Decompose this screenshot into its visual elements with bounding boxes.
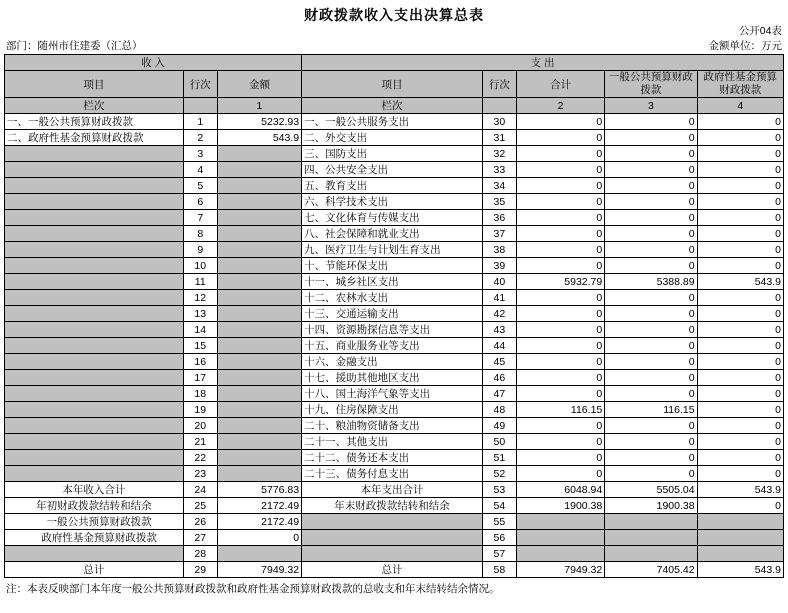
income-line-header: 行次 — [183, 71, 217, 98]
income-line-cell: 17 — [183, 370, 217, 386]
table-row — [5, 322, 784, 338]
income-amount-cell — [217, 274, 301, 290]
income-group-header: 收 入 — [5, 55, 302, 71]
income-amount-cell: 2172.49 — [217, 514, 301, 530]
table-summary-row — [5, 482, 784, 498]
expense-item-cell: 二十、粮油物资储备支出 — [302, 418, 483, 434]
expense-fund-header: 政府性基金预算财政拨款 — [697, 71, 783, 98]
income-amount-cell — [217, 290, 301, 306]
income-line-cell: 2 — [183, 130, 217, 146]
expense-line-cell: 32 — [482, 146, 516, 162]
income-line-cell: 23 — [183, 466, 217, 482]
income-item-cell — [5, 450, 184, 466]
expense-total-cell: 0 — [516, 322, 604, 338]
expense-line-cell: 41 — [482, 290, 516, 306]
expense-fund-cell: 0 — [697, 194, 783, 210]
income-line-cell: 29 — [183, 562, 217, 578]
expense-total-cell: 0 — [516, 306, 604, 322]
expense-line-cell: 46 — [482, 370, 516, 386]
expense-general-cell: 0 — [605, 194, 697, 210]
income-line-cell: 12 — [183, 290, 217, 306]
income-item-header: 项目 — [5, 71, 184, 98]
income-item-cell — [5, 338, 184, 354]
expense-general-cell: 0 — [605, 386, 697, 402]
expense-total-cell: 0 — [516, 370, 604, 386]
expense-item-cell — [302, 546, 483, 562]
expense-line-cell: 55 — [482, 514, 516, 530]
expense-line-cell: 30 — [482, 114, 516, 130]
table-row — [5, 274, 784, 290]
table-group-header-row — [5, 55, 784, 71]
income-item-cell: 年初财政拨款结转和结余 — [5, 498, 184, 514]
expense-line-cell: 44 — [482, 338, 516, 354]
income-amount-cell — [217, 418, 301, 434]
expense-general-cell: 0 — [605, 146, 697, 162]
expense-fund-cell: 0 — [697, 402, 783, 418]
expense-total-header: 合计 — [516, 71, 604, 98]
expense-line-blank — [482, 98, 516, 114]
expense-total-cell: 0 — [516, 114, 604, 130]
expense-fund-cell: 0 — [697, 178, 783, 194]
expense-item-cell: 七、文化体育与传媒支出 — [302, 210, 483, 226]
expense-line-header: 行次 — [482, 71, 516, 98]
unit-label: 金额单位：万元 — [708, 40, 782, 52]
income-line-cell: 21 — [183, 434, 217, 450]
expense-general-cell: 0 — [605, 178, 697, 194]
income-item-cell: 一、一般公共预算财政拨款 — [5, 114, 184, 130]
expense-line-cell: 34 — [482, 178, 516, 194]
expense-item-cell — [302, 514, 483, 530]
expense-item-cell: 十五、商业服务业等支出 — [302, 338, 483, 354]
expense-fund-cell — [697, 530, 783, 546]
expense-line-cell: 47 — [482, 386, 516, 402]
expense-total-cell: 7949.32 — [516, 562, 604, 578]
income-amount-cell — [217, 210, 301, 226]
income-line-cell: 7 — [183, 210, 217, 226]
income-amount-cell — [217, 338, 301, 354]
table-row — [5, 130, 784, 146]
table-row — [5, 338, 784, 354]
income-item-cell — [5, 354, 184, 370]
expense-item-cell: 二十一、其他支出 — [302, 434, 483, 450]
expense-fund-cell: 0 — [697, 466, 783, 482]
income-line-cell: 14 — [183, 322, 217, 338]
table-summary-row — [5, 514, 784, 530]
expense-general-cell: 0 — [605, 370, 697, 386]
income-amount-cell — [217, 178, 301, 194]
income-amount-cell — [217, 434, 301, 450]
column-no-2: 2 — [516, 98, 604, 114]
income-item-cell — [5, 162, 184, 178]
expense-item-cell: 九、医疗卫生与计划生育支出 — [302, 242, 483, 258]
meta-row — [0, 38, 788, 54]
income-line-cell: 8 — [183, 226, 217, 242]
expense-line-cell: 54 — [482, 498, 516, 514]
income-item-cell — [5, 370, 184, 386]
income-line-cell: 26 — [183, 514, 217, 530]
expense-general-cell: 0 — [605, 306, 697, 322]
expense-fund-cell: 0 — [697, 450, 783, 466]
expense-fund-cell: 0 — [697, 258, 783, 274]
expense-line-cell: 43 — [482, 322, 516, 338]
income-item-cell: 本年收入合计 — [5, 482, 184, 498]
income-amount-cell — [217, 194, 301, 210]
expense-line-cell: 51 — [482, 450, 516, 466]
expense-line-cell: 31 — [482, 130, 516, 146]
expense-line-cell: 38 — [482, 242, 516, 258]
income-amount-cell — [217, 402, 301, 418]
income-item-cell — [5, 306, 184, 322]
expense-item-header: 项目 — [302, 71, 483, 98]
expense-general-cell: 5388.89 — [605, 274, 697, 290]
table-row — [5, 226, 784, 242]
income-amount-header: 金额 — [217, 71, 301, 98]
table-row — [5, 386, 784, 402]
income-line-cell: 13 — [183, 306, 217, 322]
expense-total-cell: 0 — [516, 466, 604, 482]
table-row — [5, 434, 784, 450]
income-amount-cell — [217, 466, 301, 482]
income-line-cell: 1 — [183, 114, 217, 130]
expense-general-cell: 0 — [605, 338, 697, 354]
expense-general-cell — [605, 514, 697, 530]
expense-total-cell: 0 — [516, 178, 604, 194]
expense-fund-cell: 0 — [697, 434, 783, 450]
expense-fund-cell — [697, 546, 783, 562]
expense-line-cell: 45 — [482, 354, 516, 370]
expense-line-cell: 39 — [482, 258, 516, 274]
expense-total-cell: 0 — [516, 194, 604, 210]
income-item-cell — [5, 402, 184, 418]
expense-fund-cell: 0 — [697, 130, 783, 146]
expense-item-cell: 十九、住房保障支出 — [302, 402, 483, 418]
expense-general-cell: 0 — [605, 258, 697, 274]
income-item-cell: 政府性基金预算财政拨款 — [5, 530, 184, 546]
income-line-cell: 18 — [183, 386, 217, 402]
expense-fund-cell: 543.9 — [697, 562, 783, 578]
expense-total-cell: 0 — [516, 210, 604, 226]
income-item-cell — [5, 258, 184, 274]
expense-line-cell: 58 — [482, 562, 516, 578]
expense-fund-cell: 0 — [697, 306, 783, 322]
expense-total-cell: 0 — [516, 434, 604, 450]
expense-fund-cell: 0 — [697, 146, 783, 162]
expense-general-cell: 116.15 — [605, 402, 697, 418]
income-amount-cell — [217, 546, 301, 562]
expense-general-cell: 0 — [605, 114, 697, 130]
table-row — [5, 194, 784, 210]
income-line-cell: 11 — [183, 274, 217, 290]
expense-item-cell: 十六、金融支出 — [302, 354, 483, 370]
expense-item-cell: 八、社会保障和就业支出 — [302, 226, 483, 242]
expense-general-cell: 0 — [605, 130, 697, 146]
expense-total-cell: 1900.38 — [516, 498, 604, 514]
table-summary-row — [5, 546, 784, 562]
expense-line-cell: 49 — [482, 418, 516, 434]
table-row — [5, 290, 784, 306]
expense-general-cell: 0 — [605, 210, 697, 226]
expense-line-cell: 48 — [482, 402, 516, 418]
table-row — [5, 146, 784, 162]
expense-fund-cell: 0 — [697, 210, 783, 226]
income-item-cell — [5, 210, 184, 226]
expense-column-label: 栏次 — [302, 98, 483, 114]
expense-fund-cell: 0 — [697, 162, 783, 178]
expense-item-cell: 十八、国土海洋气象等支出 — [302, 386, 483, 402]
expense-general-cell: 0 — [605, 354, 697, 370]
expense-total-cell: 0 — [516, 418, 604, 434]
income-amount-cell — [217, 226, 301, 242]
income-line-cell: 15 — [183, 338, 217, 354]
expense-item-cell: 年末财政拨款结转和结余 — [302, 498, 483, 514]
table-row — [5, 114, 784, 130]
expense-line-cell: 40 — [482, 274, 516, 290]
expense-total-cell: 0 — [516, 162, 604, 178]
expense-item-cell: 总计 — [302, 562, 483, 578]
table-row — [5, 242, 784, 258]
expense-general-cell: 0 — [605, 450, 697, 466]
table-summary-row — [5, 530, 784, 546]
expense-general-cell: 0 — [605, 466, 697, 482]
expense-fund-cell: 0 — [697, 322, 783, 338]
income-amount-cell — [217, 162, 301, 178]
income-item-cell — [5, 178, 184, 194]
expense-general-cell: 0 — [605, 290, 697, 306]
expense-fund-cell: 0 — [697, 354, 783, 370]
income-line-cell: 10 — [183, 258, 217, 274]
income-item-cell — [5, 546, 184, 562]
expense-item-cell: 十一、城乡社区支出 — [302, 274, 483, 290]
expense-total-cell: 0 — [516, 226, 604, 242]
expense-total-cell: 0 — [516, 258, 604, 274]
table-row — [5, 370, 784, 386]
table-column-number-row — [5, 98, 784, 114]
expense-total-cell: 0 — [516, 242, 604, 258]
income-item-cell — [5, 146, 184, 162]
income-item-cell — [5, 226, 184, 242]
department-label: 部门：随州市住建委（汇总） — [6, 40, 143, 52]
expense-total-cell — [516, 546, 604, 562]
table-row — [5, 210, 784, 226]
expense-fund-cell: 0 — [697, 226, 783, 242]
income-amount-cell — [217, 306, 301, 322]
table-row — [5, 354, 784, 370]
income-column-label: 栏次 — [5, 98, 184, 114]
income-item-cell — [5, 274, 184, 290]
expense-item-cell: 本年支出合计 — [302, 482, 483, 498]
income-line-cell: 6 — [183, 194, 217, 210]
income-line-cell: 5 — [183, 178, 217, 194]
expense-fund-cell: 543.9 — [697, 482, 783, 498]
income-item-cell — [5, 242, 184, 258]
expense-line-cell: 36 — [482, 210, 516, 226]
income-line-cell: 25 — [183, 498, 217, 514]
expense-general-cell — [605, 530, 697, 546]
table-row — [5, 450, 784, 466]
expense-general-cell: 0 — [605, 162, 697, 178]
expense-general-cell: 7405.42 — [605, 562, 697, 578]
expense-line-cell: 53 — [482, 482, 516, 498]
expense-total-cell — [516, 530, 604, 546]
expense-general-cell: 0 — [605, 418, 697, 434]
expense-general-cell — [605, 546, 697, 562]
income-item-cell — [5, 466, 184, 482]
expense-general-cell: 0 — [605, 226, 697, 242]
column-no-3: 3 — [605, 98, 697, 114]
expense-item-cell: 十七、援助其他地区支出 — [302, 370, 483, 386]
expense-total-cell: 0 — [516, 130, 604, 146]
table-note: 注：本表反映部门本年度一般公共预算财政拨款和政府性基金预算财政拨款的总收支和年末结转结余情况。 — [6, 583, 500, 595]
expense-line-cell: 37 — [482, 226, 516, 242]
expense-fund-cell: 0 — [697, 290, 783, 306]
expense-general-cell: 0 — [605, 434, 697, 450]
income-item-cell — [5, 418, 184, 434]
income-amount-cell — [217, 242, 301, 258]
expense-general-header: 一般公共预算财政拨款 — [605, 71, 697, 98]
income-amount-cell: 5776.83 — [217, 482, 301, 498]
expense-item-cell: 十三、交通运输支出 — [302, 306, 483, 322]
expense-general-cell: 0 — [605, 322, 697, 338]
table-row — [5, 418, 784, 434]
expense-fund-cell: 0 — [697, 386, 783, 402]
income-line-cell: 9 — [183, 242, 217, 258]
expense-line-cell: 35 — [482, 194, 516, 210]
expense-general-cell: 0 — [605, 242, 697, 258]
income-line-cell: 3 — [183, 146, 217, 162]
expense-item-cell: 一、一般公共服务支出 — [302, 114, 483, 130]
income-amount-cell: 5232.93 — [217, 114, 301, 130]
expense-fund-cell: 0 — [697, 498, 783, 514]
expense-item-cell: 二十三、债务付息支出 — [302, 466, 483, 482]
expense-fund-cell — [697, 514, 783, 530]
table-row — [5, 258, 784, 274]
expense-line-cell: 33 — [482, 162, 516, 178]
expense-group-header: 支 出 — [302, 55, 784, 71]
income-line-cell: 27 — [183, 530, 217, 546]
income-item-cell: 一般公共预算财政拨款 — [5, 514, 184, 530]
table-row — [5, 466, 784, 482]
expense-item-cell: 二、外交支出 — [302, 130, 483, 146]
expense-total-cell: 0 — [516, 386, 604, 402]
income-line-cell: 19 — [183, 402, 217, 418]
expense-total-cell: 0 — [516, 450, 604, 466]
expense-total-cell: 0 — [516, 146, 604, 162]
expense-item-cell: 四、公共安全支出 — [302, 162, 483, 178]
column-no-4: 4 — [697, 98, 783, 114]
income-line-blank — [183, 98, 217, 114]
expense-general-cell: 1900.38 — [605, 498, 697, 514]
expense-item-cell — [302, 530, 483, 546]
expense-item-cell: 六、科学技术支出 — [302, 194, 483, 210]
income-item-cell: 二、政府性基金预算财政拨款 — [5, 130, 184, 146]
expense-item-cell: 十、节能环保支出 — [302, 258, 483, 274]
expense-total-cell: 116.15 — [516, 402, 604, 418]
expense-fund-cell: 0 — [697, 338, 783, 354]
expense-fund-cell: 0 — [697, 242, 783, 258]
expense-general-cell: 5505.04 — [605, 482, 697, 498]
expense-item-cell: 十二、农林水支出 — [302, 290, 483, 306]
table-body — [5, 114, 784, 482]
income-item-cell — [5, 194, 184, 210]
table-summary — [5, 482, 784, 578]
column-no-1: 1 — [217, 98, 301, 114]
income-item-cell — [5, 434, 184, 450]
income-amount-cell: 543.9 — [217, 130, 301, 146]
table-column-header-row — [5, 71, 784, 98]
income-line-cell: 24 — [183, 482, 217, 498]
income-amount-cell — [217, 370, 301, 386]
income-item-cell — [5, 290, 184, 306]
income-amount-cell — [217, 450, 301, 466]
income-amount-cell — [217, 322, 301, 338]
income-amount-cell: 7949.32 — [217, 562, 301, 578]
income-line-cell: 4 — [183, 162, 217, 178]
expense-item-cell: 五、教育支出 — [302, 178, 483, 194]
income-amount-cell — [217, 386, 301, 402]
expense-line-cell: 56 — [482, 530, 516, 546]
table-summary-row — [5, 498, 784, 514]
income-amount-cell — [217, 354, 301, 370]
income-item-cell: 总计 — [5, 562, 184, 578]
income-amount-cell: 2172.49 — [217, 498, 301, 514]
expense-line-cell: 57 — [482, 546, 516, 562]
table-row — [5, 178, 784, 194]
income-line-cell: 22 — [183, 450, 217, 466]
table-summary-row — [5, 562, 784, 578]
expense-line-cell: 52 — [482, 466, 516, 482]
table-row — [5, 402, 784, 418]
table-row — [5, 162, 784, 178]
expense-total-cell: 0 — [516, 290, 604, 306]
expense-item-cell: 二十二、债务还本支出 — [302, 450, 483, 466]
expense-total-cell — [516, 514, 604, 530]
income-item-cell — [5, 322, 184, 338]
expense-line-cell: 50 — [482, 434, 516, 450]
expense-total-cell: 6048.94 — [516, 482, 604, 498]
expense-total-cell: 0 — [516, 354, 604, 370]
expense-fund-cell: 0 — [697, 370, 783, 386]
income-line-cell: 20 — [183, 418, 217, 434]
income-line-cell: 16 — [183, 354, 217, 370]
expense-item-cell: 十四、资源勘探信息等支出 — [302, 322, 483, 338]
expense-fund-cell: 543.9 — [697, 274, 783, 290]
expense-total-cell: 5932.79 — [516, 274, 604, 290]
expense-fund-cell: 0 — [697, 114, 783, 130]
income-item-cell — [5, 386, 184, 402]
table-row — [5, 306, 784, 322]
form-code: 公开04表 — [738, 25, 782, 37]
income-amount-cell — [217, 258, 301, 274]
income-amount-cell — [217, 146, 301, 162]
page-title: 财政拨款收入支出决算总表 — [304, 7, 484, 23]
expense-fund-cell: 0 — [697, 418, 783, 434]
expense-total-cell: 0 — [516, 338, 604, 354]
income-amount-cell: 0 — [217, 530, 301, 546]
income-line-cell: 28 — [183, 546, 217, 562]
expense-line-cell: 42 — [482, 306, 516, 322]
fiscal-table — [4, 54, 784, 578]
expense-item-cell: 三、国防支出 — [302, 146, 483, 162]
